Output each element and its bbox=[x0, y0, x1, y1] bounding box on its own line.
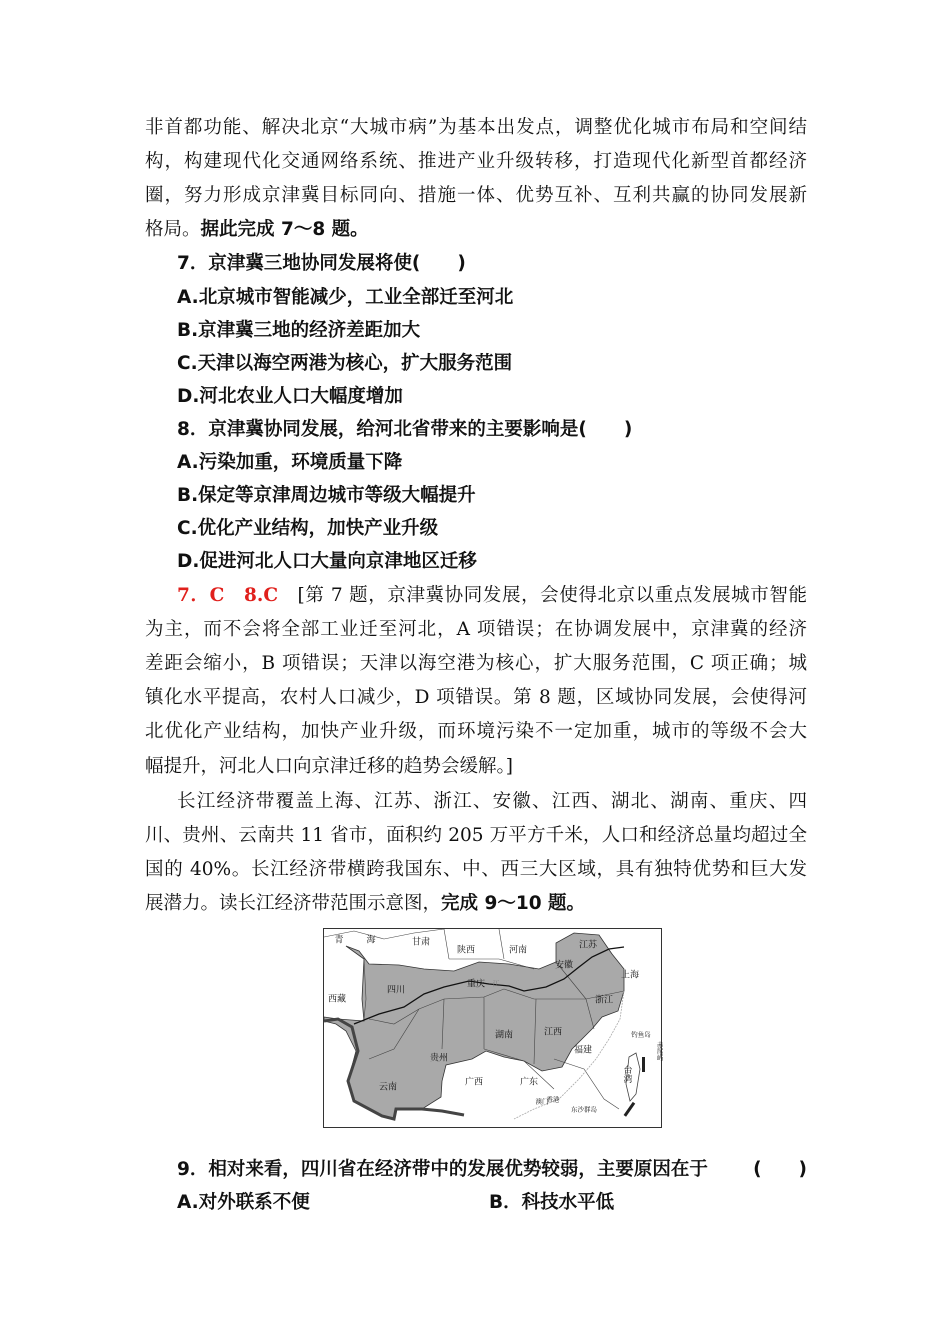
answer-paren: ( ) bbox=[753, 1159, 807, 1180]
text-line bbox=[145, 892, 807, 916]
text: 格局。 bbox=[145, 219, 201, 240]
option-b: B.京津冀三地的经济差距加大 bbox=[177, 320, 421, 341]
text-line: 幅提升，河北人口向京津迁移的趋势会缓解。] bbox=[145, 756, 513, 777]
map-label: 江西 bbox=[543, 1027, 563, 1038]
option-a: A.对外联系不便 bbox=[177, 1192, 310, 1213]
text-line bbox=[177, 584, 807, 608]
map-label: 云南 bbox=[378, 1082, 398, 1093]
option-d: D.河北农业人口大幅度增加 bbox=[177, 386, 403, 407]
map-label: 香港 bbox=[546, 1095, 560, 1104]
map-label: 钓鱼岛 bbox=[631, 1030, 651, 1039]
map-label: 澳门 bbox=[535, 1097, 549, 1106]
map-label: 浙江 bbox=[594, 995, 614, 1006]
map-label: 上海 bbox=[620, 970, 640, 981]
map-label: 河南 bbox=[508, 945, 528, 956]
option-b: B．科技水平低 bbox=[489, 1192, 615, 1213]
option-d: D.促进河北人口大量向京津地区迁移 bbox=[177, 551, 477, 572]
option-a: A.北京城市智能减少，工业全部迁至河北 bbox=[177, 287, 514, 308]
map-label: 贵州 bbox=[429, 1053, 449, 1064]
text-line: 镇化水平提高，农村人口减少，D 项错误。第 8 题，区域协同发展，会使得河 bbox=[145, 687, 807, 708]
map-label: 广西 bbox=[464, 1077, 484, 1088]
inset-marker bbox=[642, 1057, 645, 1072]
text-line: 差距会缩小，B 项错误；天津以海空港为核心，扩大服务范围，C 项正确；城 bbox=[145, 653, 807, 674]
text-line: 为主，而不会将全部工业迁至河北，A 项错误；在协调发展中，京津冀的经济 bbox=[145, 619, 807, 640]
map-label: 安徽 bbox=[554, 960, 574, 971]
map-label: 海 bbox=[366, 935, 376, 946]
text-line bbox=[145, 218, 807, 242]
option-c: C.优化产业结构，加快产业升级 bbox=[177, 518, 439, 539]
text-line: 构，构建现代化交通网络系统、推进产业升级转移，打造现代化新型首都经济 bbox=[145, 151, 807, 172]
map-label: 江苏 bbox=[578, 940, 598, 951]
map-label: 江 bbox=[492, 979, 500, 988]
map-label: 重庆 bbox=[466, 979, 486, 990]
map-label: 湖南 bbox=[494, 1030, 514, 1041]
map-label: 福建 bbox=[573, 1045, 593, 1056]
map-label: 四川 bbox=[386, 985, 406, 996]
question-stem: 8．京津冀协同发展，给河北省带来的主要影响是( ) bbox=[177, 419, 633, 440]
option-b: B.保定等京津周边城市等级大幅提升 bbox=[177, 485, 476, 506]
map-label: 甘肃 bbox=[411, 937, 431, 948]
text-line: 长江经济带覆盖上海、江苏、浙江、安徽、江西、湖北、湖南、重庆、四 bbox=[177, 791, 807, 812]
instruction: 完成 9～10 题。 bbox=[441, 893, 586, 914]
map-label: 西藏 bbox=[327, 994, 347, 1005]
yangtze-economic-belt-map bbox=[323, 928, 662, 1128]
answer-key: 7．C 8.C bbox=[177, 585, 279, 606]
text: [第 7 题，京津冀协同发展，会使得北京以重点发展城市智能 bbox=[297, 585, 807, 606]
text: 展潜力。读长江经济带范围示意图， bbox=[145, 893, 442, 914]
option-c: C.天津以海空两港为核心，扩大服务范围 bbox=[177, 353, 513, 374]
map-label: 陕西 bbox=[456, 945, 476, 956]
question-stem bbox=[177, 1158, 807, 1182]
economic-belt-region bbox=[324, 933, 624, 1119]
stem-text: 9．相对来看，四川省在经济带中的发展优势较弱，主要原因在于 bbox=[177, 1159, 708, 1180]
map-label: 青 bbox=[334, 935, 344, 946]
map-graphic bbox=[324, 929, 663, 1129]
text-line: 非首都功能、解决北京“大城市病”为基本出发点，调整优化城市布局和空间结 bbox=[145, 117, 807, 138]
map-label: 赤尾屿 bbox=[655, 1041, 664, 1061]
map-label: 广东 bbox=[519, 1077, 539, 1088]
instruction: 据此完成 7～8 题。 bbox=[200, 219, 369, 240]
map-label: 东沙群岛 bbox=[571, 1105, 597, 1114]
option-a: A.污染加重，环境质量下降 bbox=[177, 452, 403, 473]
text-line: 川、贵州、云南共 11 省市，面积约 205 万平方千米，人口和经济总量均超过全 bbox=[145, 825, 807, 846]
options-row bbox=[177, 1191, 807, 1215]
map-label: 台湾 bbox=[621, 1065, 632, 1083]
text-line: 圈，努力形成京津冀目标同向、措施一体、优势互补、互利共赢的协同发展新 bbox=[145, 185, 807, 206]
text-line: 国的 40%。长江经济带横跨我国东、中、西三大区域，具有独特优势和巨大发 bbox=[145, 859, 807, 880]
question-stem: 7．京津冀三地协同发展将使( ) bbox=[177, 253, 466, 274]
inset-marker bbox=[624, 1102, 636, 1117]
text-line: 北优化产业结构，加快产业升级，而环境污染不一定加重，城市的等级不会大 bbox=[145, 721, 807, 742]
